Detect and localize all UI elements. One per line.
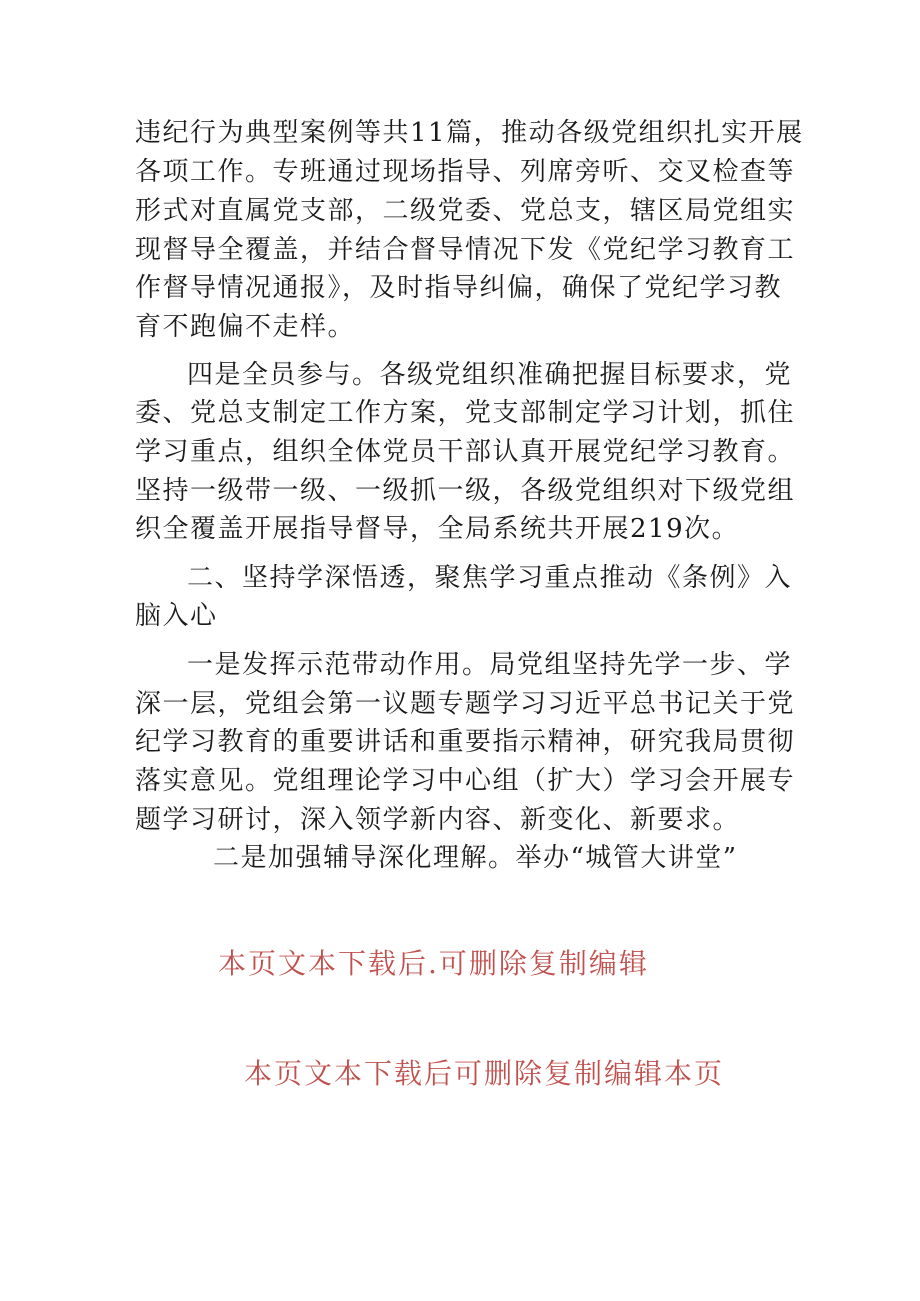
body-text-line: 织全覆盖开展指导督导，全局系统共开展219次。 [135, 514, 740, 544]
body-text-line: 深一层，党组会第一议题专题学习习近平总书记关于党 [135, 689, 796, 719]
body-text-line: 纪学习教育的重要讲话和重要指示精神，研究我局贯彻 [135, 727, 796, 757]
watermark-text-first: 本页文本下载后.可删除复制编辑 [218, 947, 649, 980]
section-heading-line: 二、坚持学深悟透，聚焦学习重点推动《条例》入 [187, 563, 793, 593]
body-text-line: 现督导全覆盖，并结合督导情况下发《党纪学习教育工 [135, 235, 796, 265]
body-text-line: 违纪行为典型案例等共11篇，推动各级党组织扎实开展 [135, 118, 804, 148]
body-text-line: 委、党总支制定工作方案，党支部制定学习计划，抓住 [135, 398, 796, 428]
section-heading-line: 脑入心 [135, 601, 218, 631]
body-text-line: 育不跑偏不走样。 [135, 312, 356, 342]
body-text-line: 题学习研讨，深入领学新内容、新变化、新要求。 [135, 805, 741, 835]
body-text-line: 作督导情况通报》，及时指导纠偏，确保了党纪学习教 [135, 273, 783, 303]
body-text-line: 各项工作。专班通过现场指导、列席旁听、交叉检查等 [135, 157, 796, 187]
paragraph-start-line: 一是发挥示范带动作用。局党组坚持先学一步、学 [187, 650, 793, 680]
body-text-line: 落实意见。党组理论学习中心组（扩大）学习会开展专 [135, 766, 796, 796]
paragraph-start-line: 四是全员参与。各级党组织准确把握目标要求，党 [187, 360, 793, 390]
paragraph-start-line: 二是加强辅导深化理解。举办“城管大讲堂” [213, 843, 738, 873]
body-text-line: 坚持一级带一级、一级抓一级，各级党组织对下级党组 [135, 476, 796, 506]
body-text-line: 形式对直属党支部，二级党委、党总支，辖区局党组实 [135, 196, 796, 226]
watermark-text-second: 本页文本下载后可删除复制编辑本页 [244, 1057, 725, 1090]
body-text-line: 学习重点，组织全体党员干部认真开展党纪学习教育。 [135, 437, 796, 467]
